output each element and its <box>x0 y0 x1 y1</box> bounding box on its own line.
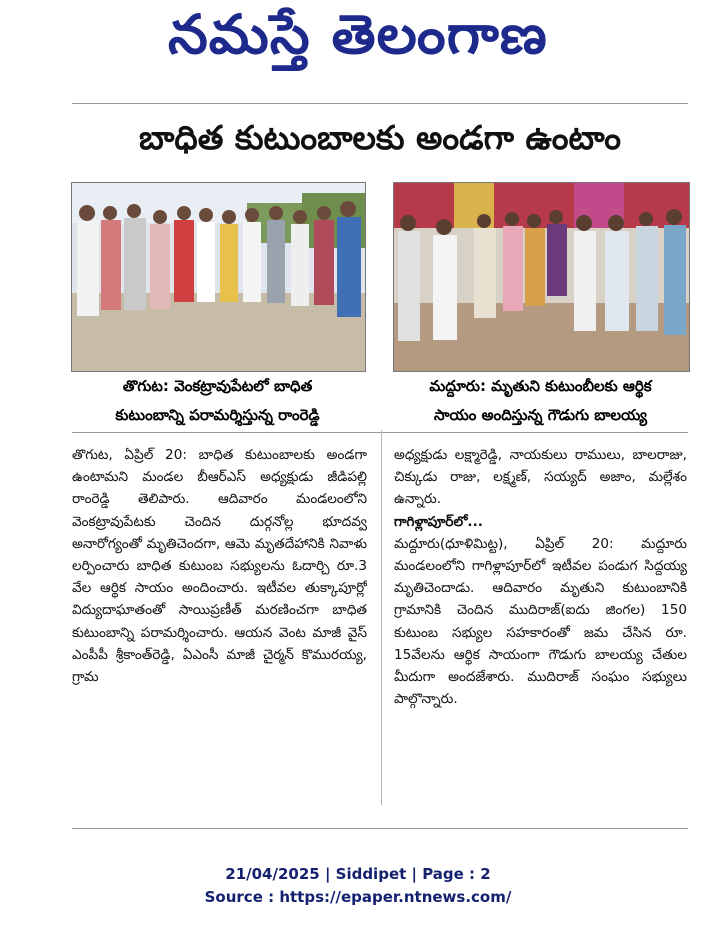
headline: బాధిత కుటుంబాలకు అండగా ఉంటాం <box>139 118 621 157</box>
left-body-text: తొగుట, ఏప్రిల్ 20: బాధిత కుటుంబాలకు అండగా ఉంటామని మండల బీఆర్ఎస్ అధ్యక్షుడు జీడిపల్లి రాంరెడ్డి తెలిపారు. ఆదివారం మండలంలోని వెంకట్రావుపేటకు చెందిన దుర్గనోల్ల భూదవ్వ అనారోగ్యంతో మృతిచెందగా, ఆమె మృతదేహానికి నివాళు లర్పించారు బాధిత కుటుంబ సభ్యులను ఓదార్చి రూ.3 వేల ఆర్థిక సాయం అందించారు. ఇటీవల తుక్కాపూర్లో విద్యుదాఘాతంతో సాయిప్రణీత్ మరణించగా బాధిత కుటుంబాన్ని పరామర్శించారు. ఆయన వెంట మాజీ వైస్ ఎంపీపీ శ్రీకాంత్‌రెడ్డి, ఏఎంసీ మాజీ చైర్మన్ కొమురయ్య, గ్రామ <box>72 447 367 686</box>
source-link[interactable]: Source : https://epaper.ntnews.com/ <box>204 888 512 906</box>
right-caption <box>393 372 688 430</box>
bottom-divider <box>72 828 688 829</box>
left-caption-line2: కుటుంబాన్ని పరామర్శిస్తున్న రాంరెడ్డి <box>115 406 320 424</box>
left-caption-line1: తొగుట: వెంకట్రావుపేటలో బాధిత <box>122 377 313 395</box>
caption-divider <box>72 432 688 433</box>
right-subheading: గాగిళ్లాపూర్‌లో... <box>394 513 483 530</box>
column-separator <box>381 430 382 805</box>
left-caption <box>71 372 364 430</box>
dateline: 21/04/2025 | Siddipet | Page : 2 <box>225 865 491 883</box>
right-continuation-text: అధ్యక్షుడు లక్ష్మారెడ్డి, నాయకులు రాములు, బాలరాజు, చిక్కుడు రాజు, లక్ష్మణ్, సయ్యద్ అజాం, మల్లేశం ఉన్నారు. <box>394 447 687 508</box>
right-caption-line2: సాయం అందిస్తున్న గౌడుగు బాలయ్య <box>434 406 647 424</box>
top-divider <box>72 103 688 104</box>
masthead-logo: నమస్తే తెలంగాణ <box>168 2 548 66</box>
right-caption-line1: మద్దూరు: మృతుని కుటుంబీలకు ఆర్థిక <box>429 377 652 395</box>
right-article-body <box>394 444 687 806</box>
right-photo <box>393 182 690 372</box>
left-article-body <box>72 444 367 804</box>
left-photo <box>71 182 366 372</box>
right-body-text: మద్దూరు(ధూళిమిట్ట), ఏప్రిల్ 20: మద్దూరు మండలంలోని గాగిళ్లాపూర్‌లో ఇటీవల పండుగ సిద్దయ్య మృతిచెందాడు. ఆదివారం మృతుని కుటుంబానికి గ్రామానికి చెందిన ముదిరాజ్(ఐదు జింగల) 150 కుటుంబ సభ్యుల సహకారంతో జమ చేసిన రూ. 15వేలను ఆర్థిక సాయంగా గౌడుగు బాలయ్య చేతుల మీదుగా అందజేశారు. ముదిరాజ్ సంఘం సభ్యులు పాల్గొన్నారు. <box>394 535 687 708</box>
masthead <box>0 0 716 82</box>
